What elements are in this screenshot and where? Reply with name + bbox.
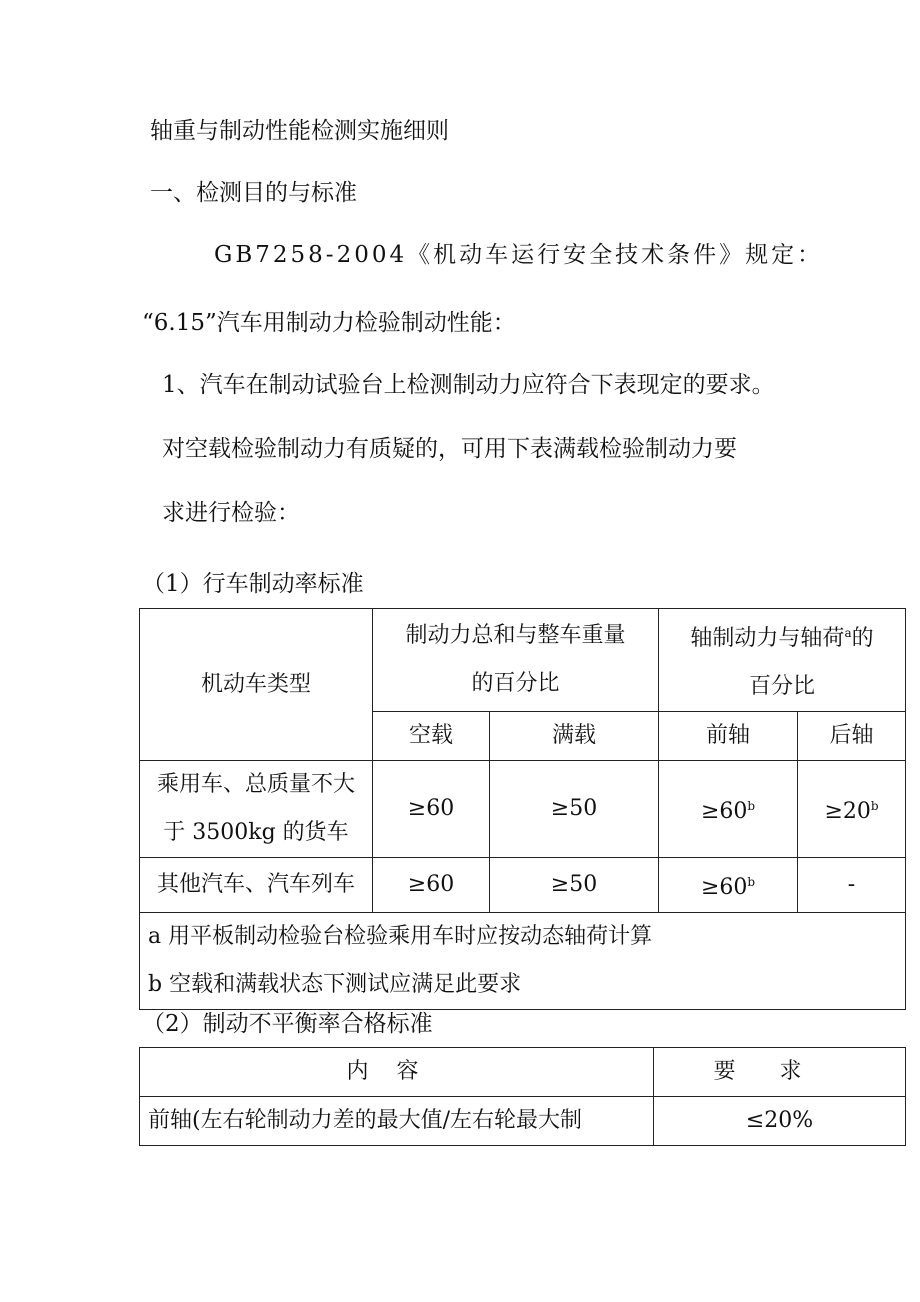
row1-rear-footnote: b (870, 799, 879, 813)
braking-rate-table (139, 608, 906, 1010)
row2-front-value: ≥60 (700, 875, 748, 900)
row1-front-footnote: b (747, 799, 756, 813)
header-axle-ratio (659, 609, 906, 712)
header-empty: 空载 (373, 712, 490, 761)
row2-full: ≥50 (490, 858, 659, 913)
table1-caption: （1）行车制动率标准 (142, 571, 364, 597)
header-content: 内容 (140, 1048, 654, 1097)
clause-heading: “6.15”汽车用制动力检验制动性能： (142, 310, 516, 336)
section-heading: 一、检测目的与标准 (150, 180, 357, 206)
note-b: b 空载和满载状态下测试应满足此要求 (148, 972, 522, 997)
header-vehicle-type: 机动车类型 (140, 609, 373, 761)
table2-caption: （2）制动不平衡率合格标准 (142, 1011, 433, 1037)
paragraph-2-line-2: 求进行检验： (162, 500, 300, 526)
header-axle-ratio-line1: 轴制动力与轴荷 (690, 626, 845, 651)
row1-front-value: ≥60 (700, 799, 748, 824)
row2-rear: - (798, 858, 906, 913)
header-axle-ratio-line2: 百分比 (749, 674, 816, 699)
paragraph-1: 1、汽车在制动试验台上检测制动力应符合下表现定的要求。 (162, 372, 775, 398)
row2-front-footnote: b (747, 875, 756, 889)
header-front-axle: 前轴 (659, 712, 798, 761)
row1-vehicle-type (140, 761, 373, 858)
header-total-ratio (373, 609, 659, 712)
footnote-a-marker: a (844, 626, 852, 640)
row1-type-line2: 于 3500kg 的货车 (163, 820, 349, 845)
row1-full: ≥50 (490, 761, 659, 858)
row1-front (659, 761, 798, 858)
standard-reference: GB7258-2004《机动车运行安全技术条件》规定： (214, 242, 824, 268)
header-total-ratio-line2: 的百分比 (471, 671, 560, 696)
header-total-ratio-line1: 制动力总和与整车重量 (405, 623, 626, 648)
imbalance-table (139, 1047, 906, 1146)
row1-rear (798, 761, 906, 858)
row1-rear-value: ≥20 (824, 799, 871, 824)
row2-front (659, 858, 798, 913)
header-requirement: 要求 (654, 1048, 906, 1097)
table1-notes (140, 913, 906, 1010)
note-a: a 用平板制动检验台检验乘用车时应按动态轴荷计算 (148, 924, 653, 949)
row2-vehicle-type: 其他汽车、汽车列车 (140, 858, 373, 913)
row1-type-line1: 乘用车、总质量不大 (156, 772, 355, 797)
paragraph-2-line-1: 对空载检验制动力有质疑的，可用下表满载检验制动力要 (162, 436, 737, 462)
header-rear-axle: 后轴 (798, 712, 906, 761)
header-full: 满载 (490, 712, 659, 761)
document-title: 轴重与制动性能检测实施细则 (150, 118, 449, 144)
row1-requirement: ≤20% (654, 1097, 906, 1146)
row1-content: 前轴(左右轮制动力差的最大值/左右轮最大制 (140, 1097, 654, 1146)
row2-empty: ≥60 (373, 858, 490, 913)
header-axle-ratio-suffix: 的 (851, 626, 874, 651)
row1-empty: ≥60 (373, 761, 490, 858)
